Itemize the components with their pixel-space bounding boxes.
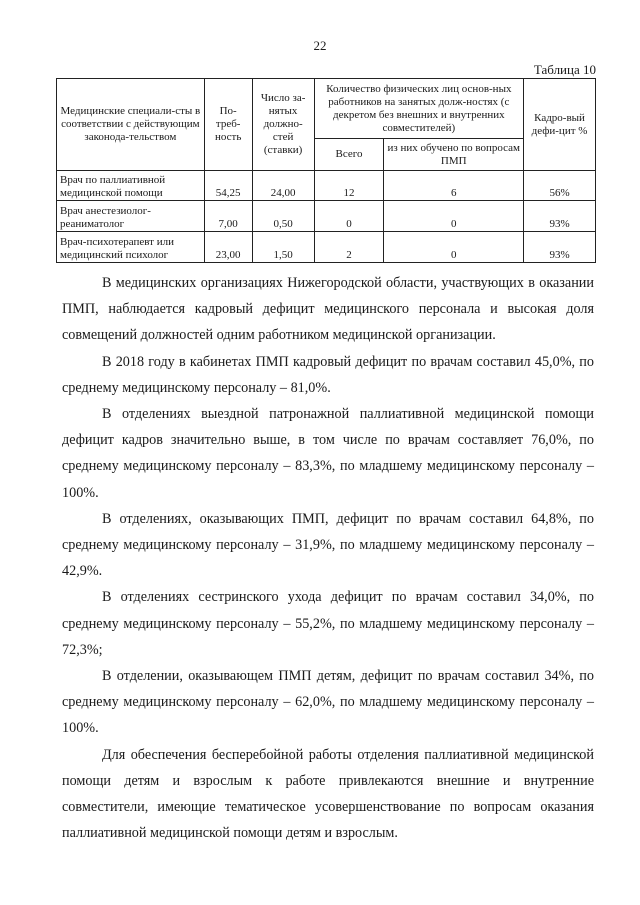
cell-trained: 6 — [384, 171, 524, 201]
paragraph: В 2018 году в кабинетах ПМП кадровый дефицит по врачам составил 45,0%, по среднему медицинскому персоналу – 81,0%. — [62, 353, 594, 396]
cell-trained: 0 — [384, 232, 524, 263]
cell-need: 23,00 — [204, 232, 252, 263]
table-row — [57, 171, 596, 201]
cell-positions: 24,00 — [252, 171, 314, 201]
cell-total: 0 — [314, 201, 384, 232]
header-need: По-треб-ность — [204, 79, 252, 171]
table-row — [57, 201, 596, 232]
cell-name: Врач-психотерапевт или медицинский психолог — [57, 232, 205, 263]
cell-deficit: 93% — [524, 232, 596, 263]
paragraph: В отделениях, оказывающих ПМП, дефицит по врачам составил 64,8%, по среднему медицинскому персоналу – 31,9%, по младшему медицинскому персоналу – 42,9%. — [62, 510, 594, 580]
header-employees: Количество физических лиц основ-ных работников на занятых долж-ностях (с декретом без внешних и внутренних совместителей) — [314, 79, 524, 139]
cell-positions: 0,50 — [252, 201, 314, 232]
cell-total: 12 — [314, 171, 384, 201]
header-positions: Число за-нятых должно-стей (ставки) — [252, 79, 314, 171]
page-number: 22 — [313, 38, 327, 53]
header-trained: из них обучено по вопросам ПМП — [384, 139, 524, 171]
paragraph: В отделениях выездной патронажной паллиативной медицинской помощи дефицит кадров значительно выше, в том числе по врачам составляет 76,0%, по среднему медицинскому персоналу – 83,3%, по младшему медицинскому персоналу – 100%. — [62, 406, 594, 501]
body-text — [62, 270, 594, 846]
cell-need: 54,25 — [204, 171, 252, 201]
header-deficit: Кадро-вый дефи-цит % — [524, 79, 596, 171]
cell-name: Врач анестезиолог-реаниматолог — [57, 201, 205, 232]
cell-total: 2 — [314, 232, 384, 263]
staff-table — [56, 78, 596, 263]
paragraph: В отделении, оказывающем ПМП детям, дефицит по врачам составил 34%, по среднему медицинскому персоналу – 62,0%, по младшему медицинскому персоналу – 100%. — [62, 668, 594, 737]
cell-need: 7,00 — [204, 201, 252, 232]
paragraph: В отделениях сестринского ухода дефицит по врачам составил 34,0%, по среднему медицинскому персоналу – 55,2%, по младшему медицинскому персоналу – 72,3%; — [62, 589, 594, 658]
cell-deficit: 93% — [524, 201, 596, 232]
header-total: Всего — [314, 139, 384, 171]
cell-positions: 1,50 — [252, 232, 314, 263]
cell-trained: 0 — [384, 201, 524, 232]
table-caption: Таблица 10 — [533, 62, 596, 77]
header-specialists: Медицинские специали-сты в соответствии с действующим законода-тельством — [57, 79, 205, 171]
table-row — [57, 232, 596, 263]
cell-deficit: 56% — [524, 171, 596, 201]
cell-name: Врач по паллиативной медицинской помощи — [57, 171, 205, 201]
paragraph: Для обеспечения бесперебойной работы отделения паллиативной медицинской помощи детям и взрослым к работе привлекаются внешние и внутренние совместители, имеющие тематическое усовершенствование по вопросам оказания паллиативной медицинской помощи детям и взрослым. — [62, 746, 594, 842]
paragraph: В медицинских организациях Нижегородской области, участвующих в оказании ПМП, наблюдается кадровый дефицит медицинского персонала и высокая доля совмещений должностей одним работником медицинской организации. — [62, 275, 594, 344]
